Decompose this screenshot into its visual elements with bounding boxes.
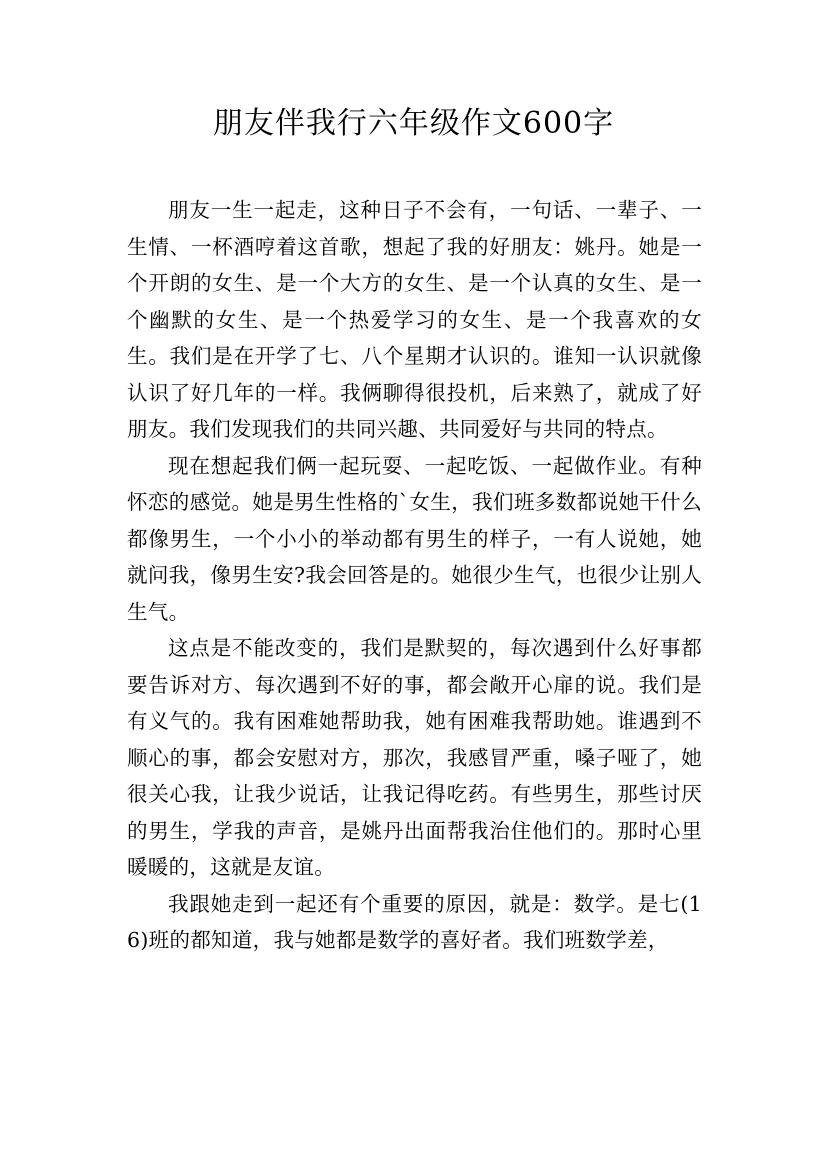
paragraph-2: 现在想起我们俩一起玩耍、一起吃饭、一起做作业。有种怀恋的感觉。她是男生性格的`女生，我们班多数都说她干什么都像男生，一个小小的举动都有男生的样子，一有人说她，她就问我，像男生安?我会回答是的。她很少生气，也很少让别人生气。 xyxy=(127,453,702,624)
document-body xyxy=(127,192,702,959)
paragraph-4: 我跟她走到一起还有个重要的原因，就是：数学。是七(16)班的都知道，我与她都是数学的喜好者。我们班数学差， xyxy=(127,891,702,952)
paragraph-3: 这点是不能改变的，我们是默契的，每次遇到什么好事都要告诉对方、每次遇到不好的事，都会敞开心扉的说。我们是有义气的。我有困难她帮助我，她有困难我帮助她。谁遇到不顺心的事，都会安慰对方，那次，我感冒严重，嗓子哑了，她很关心我，让我少说话，让我记得吃药。有些男生，那些讨厌的男生，学我的声音，是姚丹出面帮我治住他们的。那时心里暖暖的，这就是友谊。 xyxy=(127,636,702,879)
paragraph-1: 朋友一生一起走，这种日子不会有，一句话、一辈子、一生情、一杯酒哼着这首歌，想起了我的好朋友：姚丹。她是一个开朗的女生、是一个大方的女生、是一个认真的女生、是一个幽默的女生、是一个热爱学习的女生、是一个我喜欢的女生。我们是在开学了七、八个星期才认识的。谁知一认识就像认识了好几年的一样。我俩聊得很投机，后来熟了，就成了好朋友。我们发现我们的共同兴趣、共同爱好与共同的特点。 xyxy=(127,198,702,441)
document-title: 朋友伴我行六年级作文600字 xyxy=(212,106,615,141)
